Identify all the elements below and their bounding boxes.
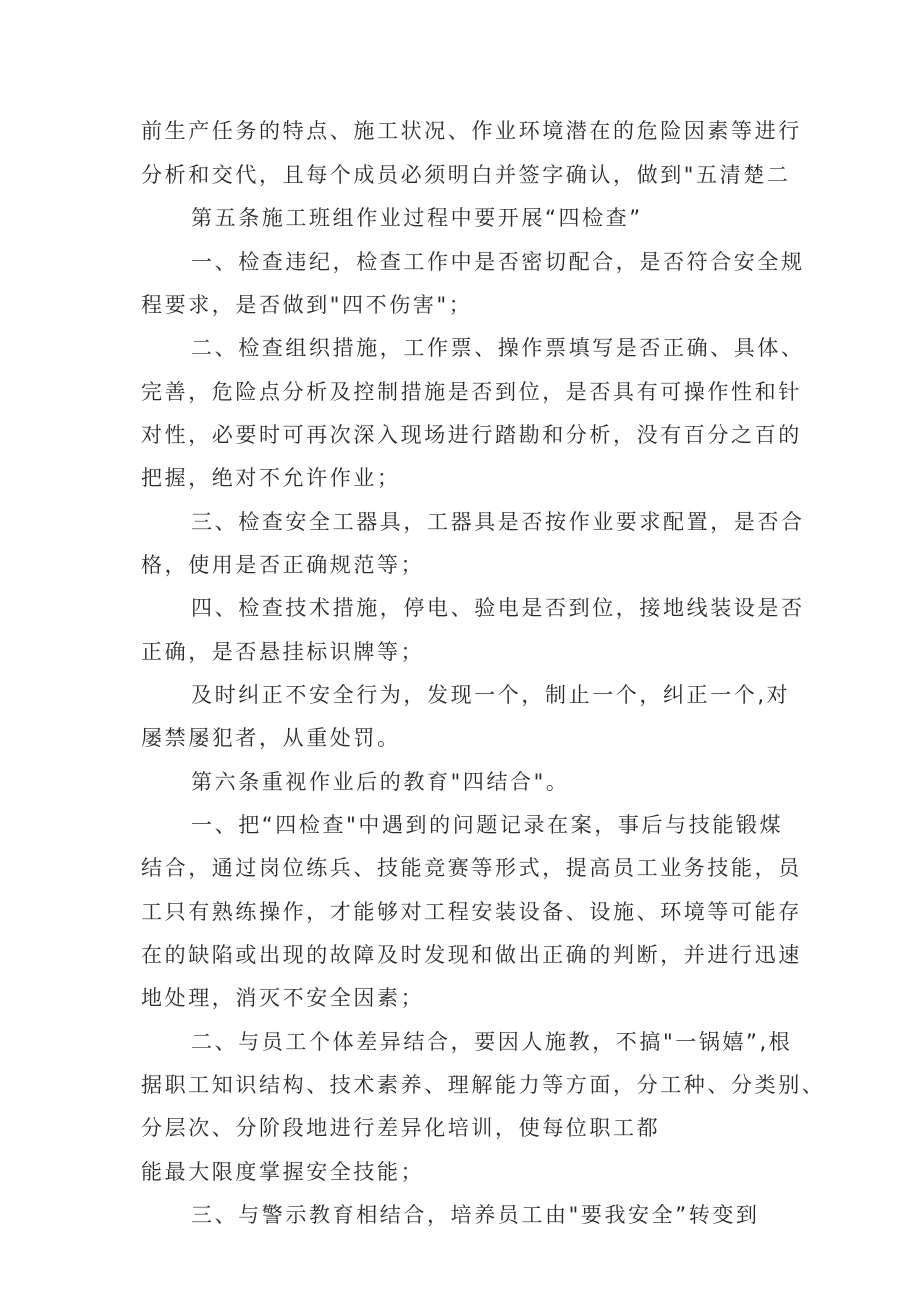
text-line: 能最大限度掌握安全技能； [141,1160,425,1184]
text-line: 二、检查组织措施，工作票、操作票填写是否正确、具体、 [191,336,805,360]
text-line: 屡禁屡犯者，从重处罚。 [141,726,401,750]
text-line: 完善，危险点分析及控制措施是否到位，是否具有可操作性和针 [141,380,802,404]
text-line: 程要求，是否做到"四不伤害"； [141,293,473,317]
text-line: 对性，必要时可再次深入现场进行踏勘和分析，没有百分之百的 [141,423,802,447]
text-line: 及时纠正不安全行为，发现一个，制止一个，纠正一个,对 [191,683,791,707]
text-line: 二、与员工个体差异结合，要因人施教，不搞"一锅嬉”,根 [191,1030,793,1054]
text-line: 格，使用是否正确规范等； [141,553,425,577]
text-line: 分层次、分阶段地进行差异化培训，使每位职工都 [141,1116,661,1140]
text-line: 四、检查技术措施，停电、验电是否到位，接地线装设是否 [191,596,805,620]
text-line: 三、与警示教育相结合，培养员工由"要我安全”转变到 [191,1203,760,1227]
text-line: 工只有熟练操作，才能够对工程安装设备、设施、环境等可能存 [141,900,802,924]
text-line: 把握，绝对不允许作业； [141,466,401,490]
text-line: 前生产任务的特点、施工状况、作业环境潜在的危险因素等进行 [141,119,802,143]
text-line: 一、把“四检查"中遇到的问题记录在案，事后与技能锻煤 [191,813,784,837]
text-line: 三、检查安全工器具，工器具是否按作业要求配置，是否合 [191,510,805,534]
text-line: 正确，是否悬挂标识牌等； [141,640,425,664]
text-line: 地处理，消灭不安全因素； [141,986,425,1010]
article-heading: 第六条重视作业后的教育"四结合"。 [191,770,570,794]
text-line: 分析和交代，且每个成员必须明白并签字确认，做到"五清楚二 [141,163,791,187]
article-heading: 第五条施工班组作业过程中要开展“四检查” [191,206,643,230]
text-line: 据职工知识结构、技术素养、理解能力等方面，分工种、分类别、 [141,1073,826,1097]
text-line: 结合，通过岗位练兵、技能竞赛等形式，提高员工业务技能，员 [141,856,802,880]
text-line: 在的缺陷或出现的故障及时发现和做出正确的判断，并进行迅速 [141,943,802,967]
text-line: 一、检查违纪，检查工作中是否密切配合，是否符合安全规 [191,250,805,274]
